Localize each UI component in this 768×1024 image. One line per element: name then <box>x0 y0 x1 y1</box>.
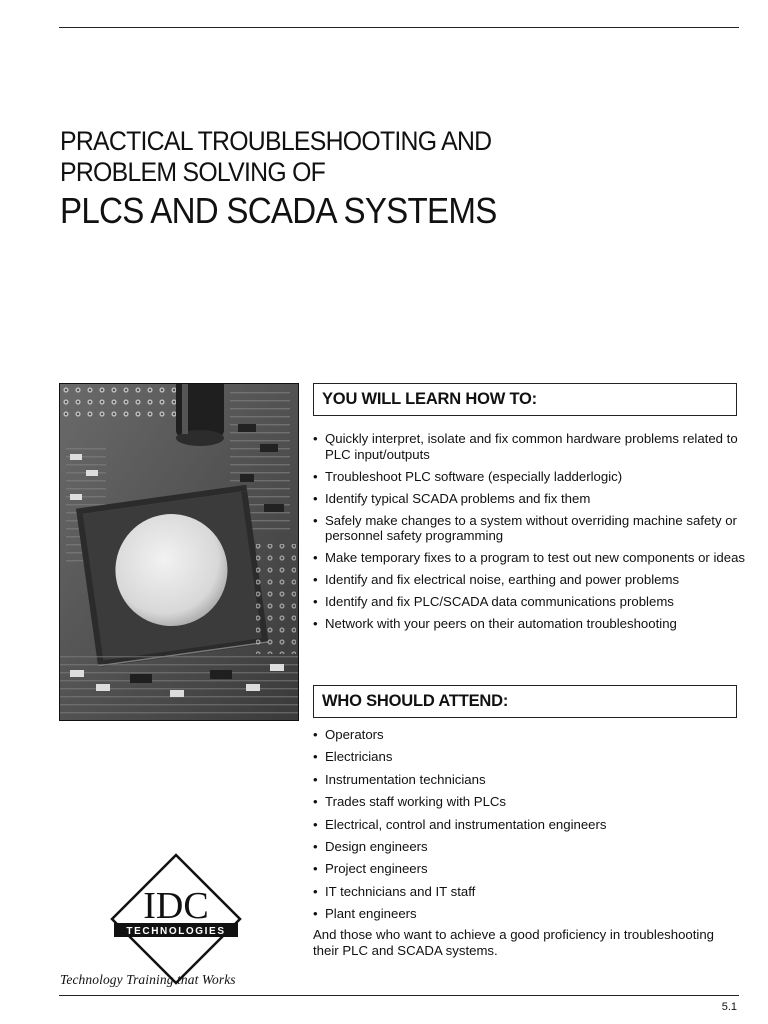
list-item: • Quickly interpret, isolate and fix common hardware problems related to PLC input/outputs <box>313 431 753 462</box>
list-item: • Project engineers <box>313 861 753 877</box>
list-item: • Network with your peers on their automation troubleshooting <box>313 616 753 632</box>
circuit-board-image <box>60 384 298 720</box>
title-line-3: PLCS AND SCADA SYSTEMS <box>60 190 497 231</box>
attend-list <box>313 727 753 929</box>
list-item: • Safely make changes to a system without overriding machine safety or personnel safety programming <box>313 513 753 544</box>
page-title <box>60 126 700 232</box>
list-item: • Make temporary fixes to a program to test out new components or ideas <box>313 550 753 566</box>
list-item: • Troubleshoot PLC software (especially ladderlogic) <box>313 469 753 485</box>
closing-text: And those who want to achieve a good proficiency in troubleshooting their PLC and SCADA systems. <box>313 927 715 958</box>
logo-subtitle: TECHNOLOGIES <box>126 926 226 937</box>
list-item: • Instrumentation technicians <box>313 772 753 788</box>
list-item: • Identify and fix electrical noise, earthing and power problems <box>313 572 753 588</box>
list-item: • Electricians <box>313 749 753 765</box>
title-line-1: PRACTICAL TROUBLESHOOTING AND <box>60 126 492 156</box>
list-item: • Identify typical SCADA problems and fix them <box>313 491 753 507</box>
list-item: • Trades staff working with PLCs <box>313 794 753 810</box>
list-item: • IT technicians and IT staff <box>313 884 753 900</box>
list-item: • Electrical, control and instrumentation engineers <box>313 817 753 833</box>
bottom-rule <box>59 995 739 996</box>
list-item: • Plant engineers <box>313 906 753 922</box>
tagline: Technology Training that Works <box>60 972 236 987</box>
attend-heading-box <box>313 685 737 718</box>
idc-logo <box>110 853 242 985</box>
logo-name: IDC <box>143 885 209 927</box>
page-number: 5.1 <box>721 1001 737 1013</box>
list-item: • Design engineers <box>313 839 753 855</box>
title-line-2: PROBLEM SOLVING OF <box>60 157 326 187</box>
list-item: • Operators <box>313 727 753 743</box>
learn-list <box>313 431 753 638</box>
list-item: • Identify and fix PLC/SCADA data communications problems <box>313 594 753 610</box>
diamond-logo-icon <box>110 853 242 985</box>
circuit-board-photo <box>59 383 299 721</box>
attend-heading: WHO SHOULD ATTEND: <box>322 692 509 710</box>
top-rule <box>59 27 739 28</box>
learn-heading-box <box>313 383 737 416</box>
learn-heading: YOU WILL LEARN HOW TO: <box>322 390 537 408</box>
